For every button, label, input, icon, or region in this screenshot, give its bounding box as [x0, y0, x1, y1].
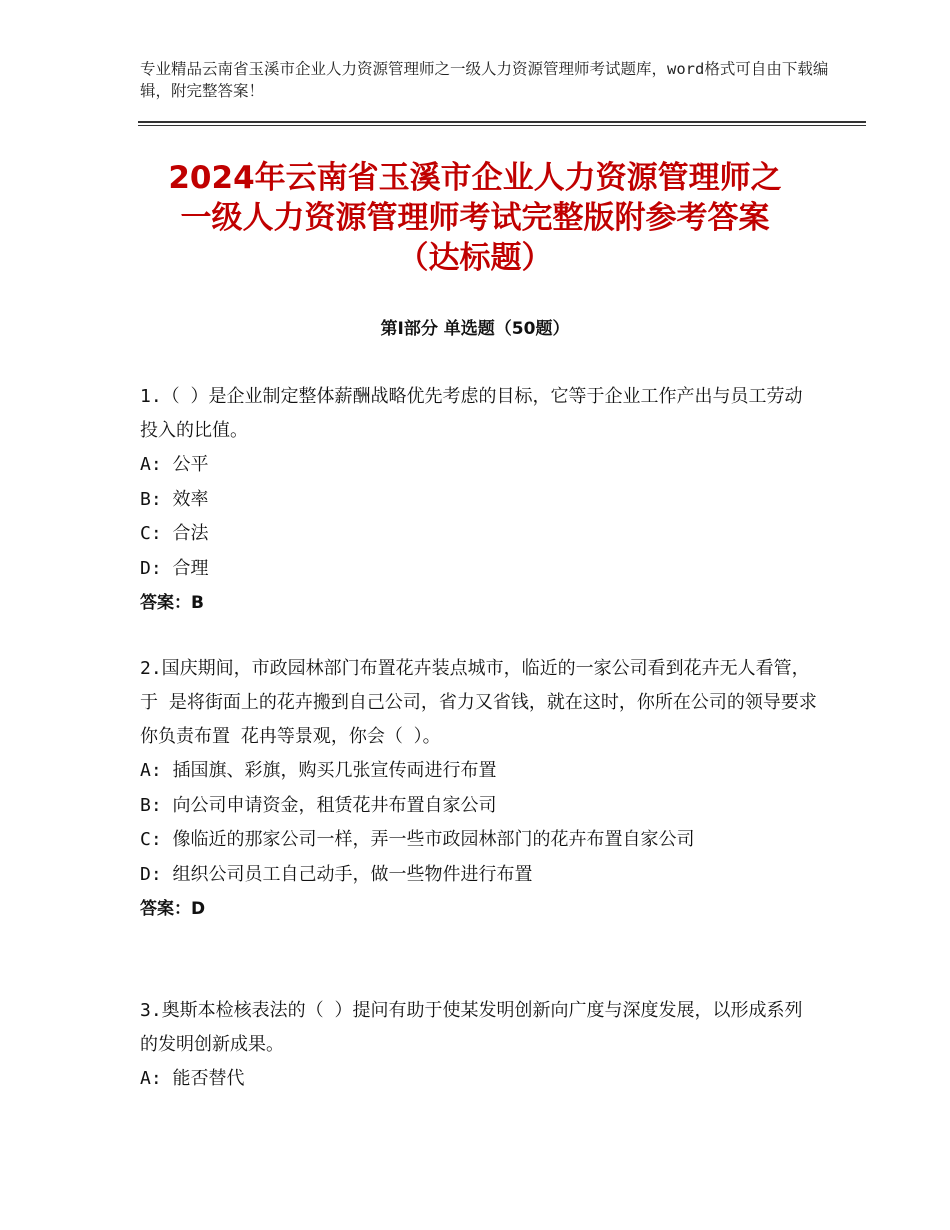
- option-a: A: 能否替代: [140, 1068, 245, 1089]
- option-a: A: 插国旗、彩旗，购买几张宣传両进行布置: [140, 760, 497, 781]
- question-3: [140, 994, 820, 1097]
- title-line-1: 2024年云南省玉溪市企业人力资源管理师之: [168, 160, 782, 196]
- section-heading: 第Ⅰ部分 单选题（50题）: [380, 319, 570, 339]
- option-c: C: 像临近的那家公司一样，弄一些市政园林部门的花卉布置自家公司: [140, 829, 695, 850]
- option-d: D: 合理: [140, 557, 209, 579]
- option-c: C: 合法: [140, 523, 209, 544]
- question-text: 2.国庆期间，市政园林部门布置花卉装点城市，临近的一家公司看到花卉无人看管，于 是将街面上的花卉搬到自己公司，省力又省钱，就在这时，你所在公司的领导要求你负责布置 花冉等景观，你会（ ）。: [140, 658, 817, 747]
- question-text: 1.（ ）是企业制定整体薪酬战略优先考虑的目标，它等于企业工作产出与员工劳动投入的比值。: [140, 386, 803, 441]
- answer: 答案：D: [140, 899, 206, 919]
- answer: 答案：B: [140, 593, 204, 613]
- question-2: [140, 652, 820, 926]
- question-1: [140, 380, 820, 620]
- title-line-2: 一级人力资源管理师考试完整版附参考答案: [180, 200, 770, 236]
- option-b: B: 向公司申请资金，租赁花井布置自家公司: [140, 794, 497, 816]
- title-line-3: （达标题）: [397, 240, 553, 276]
- option-a: A: 公平: [140, 454, 209, 475]
- header-divider: [138, 121, 866, 123]
- header-note: 专业精品云南省玉溪市企业人力资源管理师之一级人力资源管理师考试题库，word格式可自由下载编辑，附完整答案！: [140, 60, 829, 100]
- question-text: 3.奥斯本检核表法的（ ）提问有助于使某发明创新向广度与深度发展，以形成系列的发明创新成果。: [140, 1000, 803, 1055]
- option-b: B: 效率: [140, 488, 209, 510]
- header-divider-thin: [138, 125, 866, 126]
- document-title: [100, 158, 850, 278]
- option-d: D: 组织公司员工自己动手，做一些物件进行布置: [140, 863, 533, 885]
